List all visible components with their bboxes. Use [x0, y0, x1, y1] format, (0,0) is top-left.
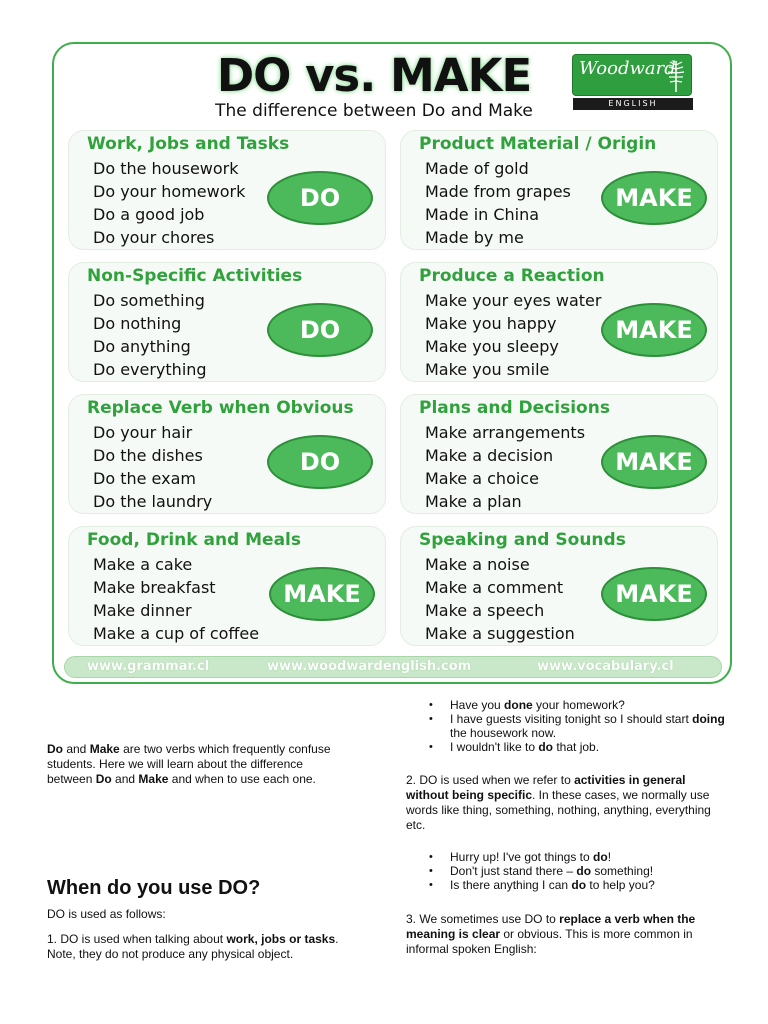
list-item: Make you happy: [425, 314, 557, 333]
make-badge: MAKE: [601, 171, 707, 225]
list-item: • I wouldn't like to do that job.: [425, 740, 735, 754]
card-list: [425, 421, 585, 513]
card-plans-and-decisions: [400, 394, 718, 514]
list-item: Make your eyes water: [425, 291, 602, 310]
footer-links-bar: [64, 656, 722, 678]
list-item: Do the housework: [93, 159, 239, 178]
point-3-paragraph: 3. We sometimes use DO to replace a verb when the meaning is clear or obvious. This is more common in informal spoken English:: [406, 912, 696, 956]
list-item: Make arrangements: [425, 423, 586, 442]
list-item: Do everything: [93, 360, 207, 379]
list-item: Made by me: [425, 228, 524, 247]
list-item: Do anything: [93, 337, 191, 356]
do-badge: DO: [267, 303, 373, 357]
card-produce-a-reaction: [400, 262, 718, 382]
list-item: Make you smile: [425, 360, 550, 379]
footer-link-woodwardenglish[interactable]: www.woodwardenglish.com: [267, 659, 472, 674]
list-item: Made from grapes: [425, 182, 571, 201]
card-food-drink-meals: [68, 526, 386, 646]
do-badge: DO: [267, 435, 373, 489]
list-item: Make dinner: [93, 601, 192, 620]
card-list: [93, 421, 212, 513]
list-item: • Is there anything I can do to help you?: [425, 878, 735, 892]
card-title: Work, Jobs and Tasks: [87, 134, 290, 154]
list-item: Do nothing: [93, 314, 182, 333]
used-as-text: DO is used as follows:: [47, 907, 166, 921]
card-title: Speaking and Sounds: [419, 530, 626, 550]
list-item: • Don't just stand there – do something!: [425, 864, 735, 878]
list-item: Make a decision: [425, 446, 554, 465]
section-heading: When do you use DO?: [47, 877, 261, 899]
list-item: Make a plan: [425, 492, 522, 511]
list-item: Do a good job: [93, 205, 205, 224]
make-badge: MAKE: [601, 435, 707, 489]
list-item: Make a noise: [425, 555, 530, 574]
card-list: [93, 289, 207, 381]
infographic-poster: [52, 42, 732, 684]
card-title: Produce a Reaction: [419, 266, 605, 286]
list-item: Make a comment: [425, 578, 564, 597]
list-item: Do the laundry: [93, 492, 213, 511]
list-item: Do something: [93, 291, 205, 310]
card-title: Non-Specific Activities: [87, 266, 303, 286]
card-list: [425, 157, 571, 249]
make-badge: MAKE: [601, 303, 707, 357]
poster-title: DO vs. MAKE: [216, 49, 532, 102]
card-list: [93, 157, 245, 249]
footer-link-grammar[interactable]: www.grammar.cl: [87, 659, 210, 674]
list-item: Make breakfast: [93, 578, 216, 597]
examples-list-2: [425, 850, 735, 892]
list-item: Do your chores: [93, 228, 215, 247]
list-item: Made in China: [425, 205, 540, 224]
list-item: Make a cup of coffee: [93, 624, 260, 643]
card-title: Plans and Decisions: [419, 398, 610, 418]
card-non-specific-activities: [68, 262, 386, 382]
logo-name: Woodward: [579, 58, 676, 79]
card-title: Food, Drink and Meals: [87, 530, 302, 550]
list-item: Do the dishes: [93, 446, 203, 465]
card-list: [93, 553, 259, 645]
card-list: [425, 553, 575, 645]
card-title: Replace Verb when Obvious: [87, 398, 354, 418]
poster-subtitle: The difference between Do and Make: [215, 101, 533, 121]
card-product-material-origin: [400, 130, 718, 250]
list-item: • Hurry up! I've got things to do!: [425, 850, 735, 864]
list-item: • I have guests visiting tonight so I should start doing the housework now.: [425, 712, 735, 740]
make-badge: MAKE: [601, 567, 707, 621]
fern-leaf-icon: [665, 59, 687, 93]
make-badge: MAKE: [269, 567, 375, 621]
card-replace-verb-when-obvious: [68, 394, 386, 514]
card-speaking-and-sounds: [400, 526, 718, 646]
intro-paragraph: Do and Make are two verbs which frequently confuse students. Here we will learn about the difference between Do and Make and when to use each one.: [47, 742, 331, 786]
logo-tagline: ENGLISH: [573, 98, 693, 110]
list-item: Do the exam: [93, 469, 196, 488]
footer-link-vocabulary[interactable]: www.vocabulary.cl: [537, 659, 674, 674]
point-2-paragraph: 2. DO is used when we refer to activities in general without being specific. In these cases, we normally use words like thing, something, nothing, anything, everything etc.: [406, 773, 711, 832]
woodward-logo: [572, 54, 692, 108]
list-item: Make a suggestion: [425, 624, 575, 643]
point-1-paragraph: 1. DO is used when talking about work, jobs or tasks. Note, they do not produce any physical object.: [47, 932, 339, 961]
examples-list-1: [425, 698, 735, 754]
list-item: Make a speech: [425, 601, 545, 620]
card-title: Product Material / Origin: [419, 134, 657, 154]
list-item: Do your hair: [93, 423, 193, 442]
do-badge: DO: [267, 171, 373, 225]
list-item: Make a cake: [93, 555, 193, 574]
card-work-jobs-tasks: [68, 130, 386, 250]
list-item: Make you sleepy: [425, 337, 559, 356]
list-item: Made of gold: [425, 159, 529, 178]
list-item: Make a choice: [425, 469, 539, 488]
list-item: • Have you done your homework?: [425, 698, 735, 712]
list-item: Do your homework: [93, 182, 246, 201]
card-list: [425, 289, 601, 381]
